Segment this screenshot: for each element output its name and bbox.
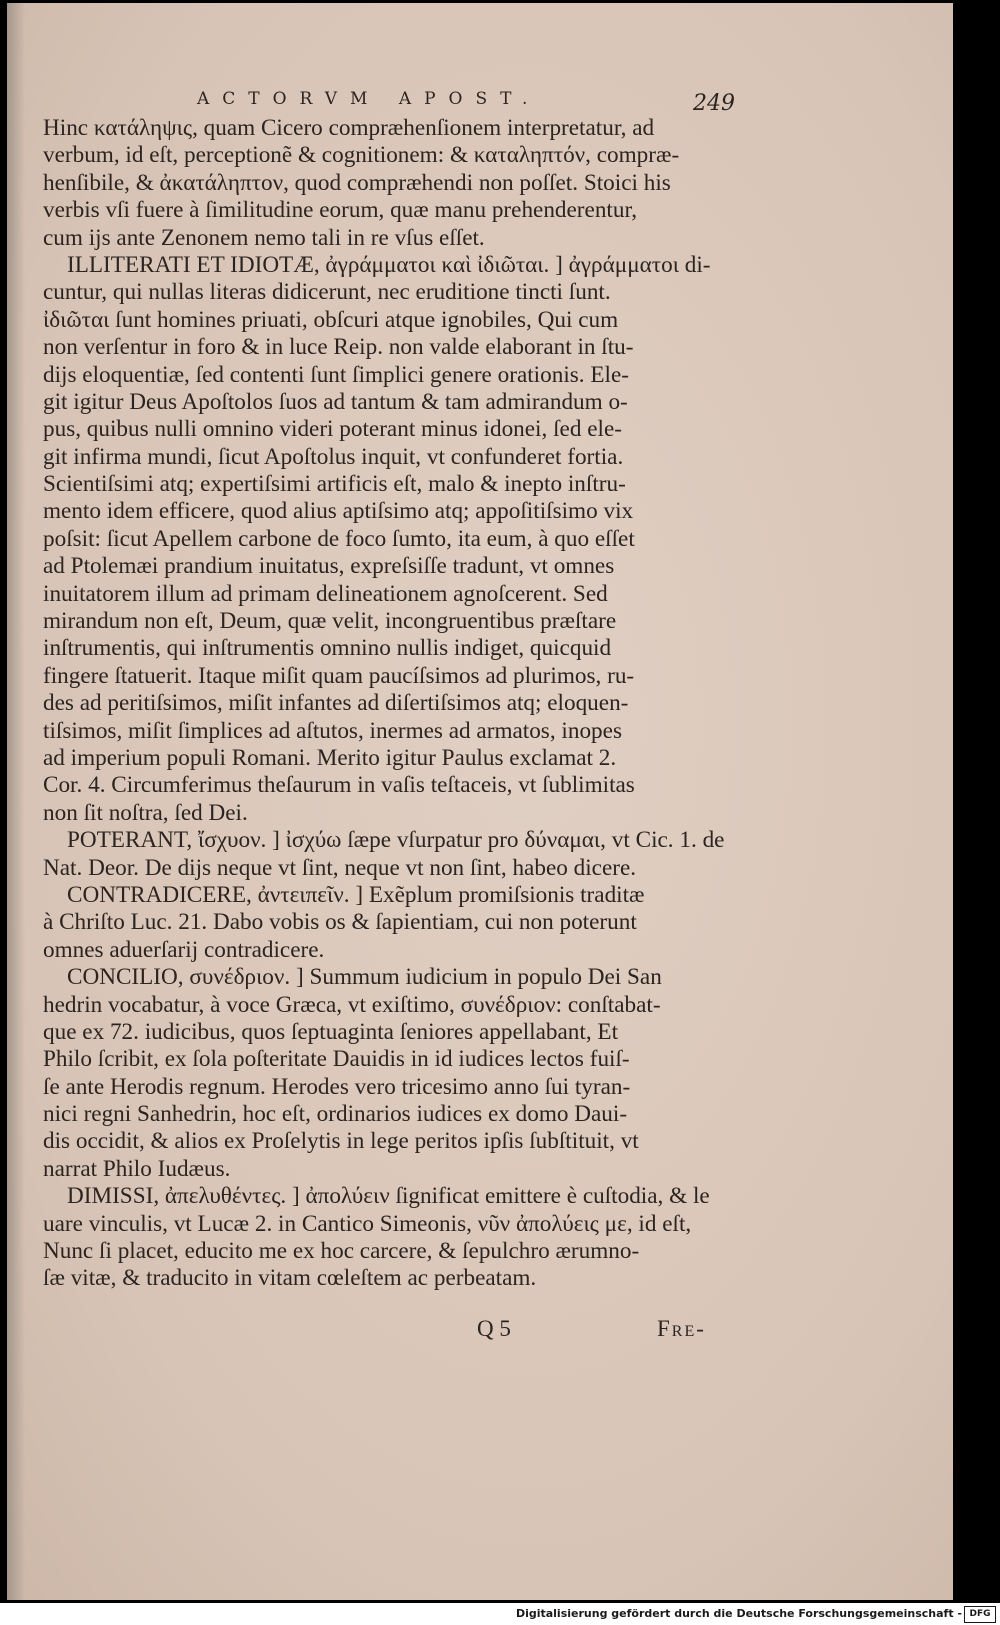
text-line: Hinc κατάληψις, quam Cicero compræhenſionem interpretatur, ad xyxy=(43,115,655,141)
text-line: nici regni Sanhedrin, hoc eſt, ordinarios iudices ex domo Daui- xyxy=(43,1101,628,1128)
text-line: git igitur Deus Apoſtolos ſuos ad tantum & tam admirandum o- xyxy=(43,388,628,415)
text-line: uare vinculis, vt Lucæ 2. in Cantico Simeonis, νῦν ἀπολύεις με, id eſt, xyxy=(43,1210,692,1237)
text-line: des ad peritiſsimos, miſit infantes ad diſertiſsimos atq; eloquen- xyxy=(43,690,629,717)
text-line: dijs eloquentiæ, ſed contenti ſunt ſimplici genere orationis. Ele- xyxy=(43,361,629,388)
text-line: ad imperium populi Romani. Merito igitur Paulus exclamat 2. xyxy=(43,744,617,771)
text-line: fingere ſtatuerit. Itaque miſit quam paucíſsimos ad plurimos, ru- xyxy=(43,662,635,689)
digitization-footer xyxy=(0,1603,1000,1625)
text-line: POTERANT, ἴσχυον. ] ἰσχύω ſæpe vſurpatur pro δύναμαι, vt Cic. 1. de xyxy=(67,827,725,854)
text-line: inſtrumentis, qui inſtrumentis omnino nullis indiget, quicquid xyxy=(43,635,612,662)
text-line: hedrin vocabatur, à voce Græca, vt exiſtimo, συνέδριον: conſtabat- xyxy=(43,991,661,1018)
funding-credit: Digitalisierung gefördert durch die Deutsche Forschungsgemeinschaft - xyxy=(515,1607,962,1620)
running-head: ACTORVM APOST. xyxy=(197,89,541,109)
text-line: omnes aduerſarij contradicere. xyxy=(43,936,325,963)
text-line: Philo ſcribit, ex ſola poſteritate Dauidis in id iudices lectos fuiſ- xyxy=(43,1046,630,1073)
text-line: narrat Philo Iudæus. xyxy=(43,1155,231,1182)
text-line: poſsit: ſicut Apellem carbone de foco ſumto, ita eum, à quo eſſet xyxy=(43,525,635,552)
text-line: cum ijs ante Zenonem nemo tali in re vſus eſſet. xyxy=(43,224,485,251)
text-line: dis occidit, & alios ex Proſelytis in lege peritos ipſis ſubſtituit, vt xyxy=(43,1128,639,1155)
text-line: CONTRADICERE, ἀντειπεῖν. ] Exẽplum promiſsionis traditæ xyxy=(67,881,645,908)
body-text xyxy=(43,115,743,1293)
text-line: inuitatorem illum ad primam delineationem agnoſcerent. Sed xyxy=(43,580,608,607)
text-line: ſæ vitæ, & traducito in vitam cœleſtem ac perbeatam. xyxy=(43,1265,537,1292)
text-line: verbum, id eſt, perceptionẽ & cognitionem: & καταληπτόν, compræ- xyxy=(43,142,680,169)
text-line: mirandum non eſt, Deum, quæ velit, incongruentibus præſtare xyxy=(43,608,617,635)
text-line: henſibile, & ἀκατάληπτον, quod compræhendi non poſſet. Stoici his xyxy=(43,169,671,196)
text-line: CONCILIO, συνέδριον. ] Summum iudicium in populo Dei San xyxy=(67,964,662,991)
text-line: ἰδιῶται ſunt homines priuati, obſcuri atque ignobiles, Qui cum xyxy=(43,306,619,333)
text-line: cuntur, qui nullas literas didicerunt, nec eruditione tincti ſunt. xyxy=(43,279,611,306)
text-line: mento idem efficere, quod alius aptiſsimo atq; appoſitiſsimo vix xyxy=(43,498,634,525)
text-line: que ex 72. iudicibus, quos ſeptuaginta ſeniores appellabant, Et xyxy=(43,1018,619,1045)
text-line: Cor. 4. Circumferimus theſaurum in vaſis teſtaceis, vt ſublimitas xyxy=(43,772,635,799)
binding-shadow xyxy=(7,3,25,1600)
text-line: verbis vſi fuere à ſimilitudine eorum, quæ manu prehenderentur, xyxy=(43,197,638,224)
text-line: ILLITERATI ET IDIOTÆ, ἀγράμματοι καὶ ἰδιῶται. ] ἀγράμματοι di- xyxy=(67,251,711,278)
signature-mark: Q 5 xyxy=(477,1316,511,1341)
text-line: DIMISSI, ἀπελυθέντες. ] ἀπολύειν ſignificat emittere è cuſtodia, & le xyxy=(67,1183,710,1210)
text-line: git infirma mundi, ſicut Apoſtolus inquit, vt confunderet fortia. xyxy=(43,443,624,470)
text-line: non verſentur in foro & in luce Reip. non valde elaborant in ſtu- xyxy=(43,334,634,361)
text-line: Nat. Deor. De dijs neque vt ſint, neque vt non ſint, habeo dicere. xyxy=(43,854,637,881)
text-line: ſe ante Herodis regnum. Herodes vero tricesimo anno ſui tyran- xyxy=(43,1073,631,1100)
text-line: ad Ptolemæi prandium inuitatus, expreſsiſſe tradunt, vt omnes xyxy=(43,553,615,580)
page-number: 249 xyxy=(693,91,735,116)
text-line: pus, quibus nulli omnino videri poterant minus idonei, ſed ele- xyxy=(43,416,622,443)
text-line: Scientiſsimi atq; expertiſsimi artificis eſt, malo & inepto inſtru- xyxy=(43,471,626,498)
catchword: Fre- xyxy=(657,1316,706,1341)
text-line: tiſsimos, miſit ſimplices ad aſtutos, inermes ad armatos, inopes xyxy=(43,717,622,744)
text-line: Nunc ſi placet, educito me ex hoc carcere, & ſepulchro ærumno- xyxy=(43,1238,640,1265)
text-line: à Chriſto Luc. 21. Dabo vobis os & ſapientiam, cui non poterunt xyxy=(43,909,637,936)
scanned-page xyxy=(7,3,953,1600)
dfg-logo: DFG xyxy=(964,1606,996,1623)
text-line: non ſit noſtra, ſed Dei. xyxy=(43,799,248,826)
